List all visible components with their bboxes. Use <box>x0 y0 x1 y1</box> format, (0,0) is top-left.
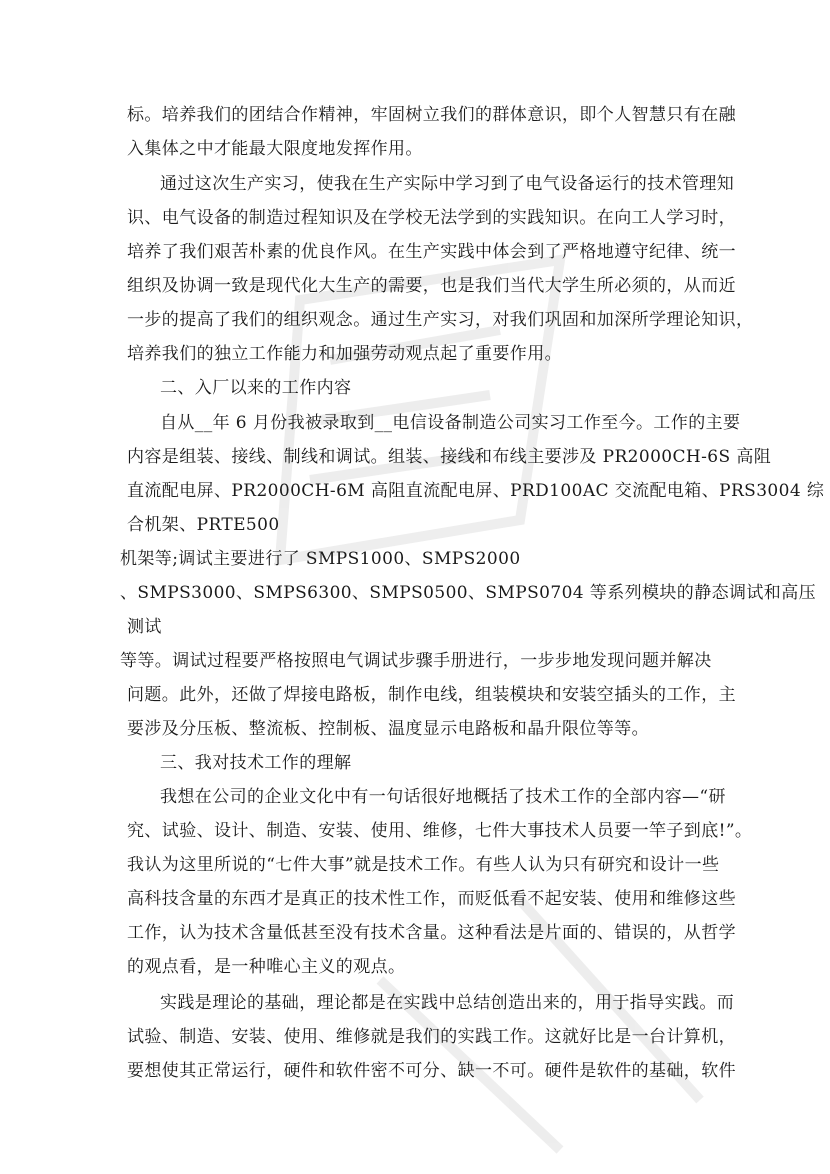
paragraph-line: 培养了我们艰苦朴素的优良作风。在生产实践中体会到了严格地遵守纪律、统一 <box>127 242 736 262</box>
paragraph-line: 高科技含量的东西才是真正的技术性工作，而贬低看不起安装、使用和维修这些 <box>127 889 736 909</box>
paragraph-line: 测试 <box>127 617 162 637</box>
section-heading: 三、我对技术工作的理解 <box>160 753 352 773</box>
paragraph-line: 自从__年 6 月份我被录取到__电信设备制造公司实习工作至今。工作的主要 <box>160 413 741 433</box>
paragraph-line: 内容是组装、接线、制线和调试。组装、接线和布线主要涉及 PR2000CH-6S 高阻 <box>127 447 772 467</box>
paragraph-line: 培养我们的独立工作能力和加强劳动观点起了重要作用。 <box>127 344 562 364</box>
paragraph-line: 一步的提高了我们的组织观念。通过生产实习，对我们巩固和加深所学理论知识， <box>127 310 754 330</box>
section-heading: 二、入厂以来的工作内容 <box>160 378 352 398</box>
paragraph-line: 等等。调试过程要严格按照电气调试步骤手册进行，一步步地发现问题并解决 <box>120 651 712 671</box>
paragraph-line: 工作，认为技术含量低甚至没有技术含量。这种看法是片面的、错误的，从哲学 <box>127 923 736 943</box>
paragraph-line: 标。培养我们的团结合作精神，牢固树立我们的群体意识，即个人智慧只有在融 <box>127 105 736 125</box>
paragraph-line: 究、试验、设计、制造、安装、使用、维修，七件大事技术人员要一竿子到底!”。 <box>127 821 753 841</box>
paragraph-line: 组织及协调一致是现代化大生产的需要，也是我们当代大学生所必须的，从而近 <box>127 276 736 296</box>
paragraph-line: 实践是理论的基础，理论都是在实践中总结创造出来的，用于指导实践。而 <box>160 993 735 1013</box>
paragraph-line: 合机架、PRTE500 <box>127 515 280 535</box>
paragraph-line: 问题。此外，还做了焊接电路板，制作电线，组装模块和安装空插头的工作，主 <box>127 685 736 705</box>
paragraph-line: 机架等;调试主要进行了 SMPS1000、SMPS2000 <box>120 549 521 569</box>
paragraph-line: 试验、制造、安装、使用、维修就是我们的实践工作。这就好比是一台计算机， <box>127 1027 736 1047</box>
paragraph-line: 我认为这里所说的“七件大事”就是技术工作。有些人认为只有研究和设计一些 <box>127 855 720 875</box>
paragraph-line: 我想在公司的企业文化中有一句话很好地概括了技术工作的全部内容—“研 <box>160 787 726 807</box>
paragraph-line: 的观点看，是一种唯心主义的观点。 <box>127 957 406 977</box>
paragraph-line: 入集体之中才能最大限度地发挥作用。 <box>127 139 423 159</box>
paragraph-line: 通过这次生产实习，使我在生产实际中学习到了电气设备运行的技术管理知 <box>160 174 735 194</box>
paragraph-line: 要涉及分压板、整流板、控制板、温度显示电路板和晶升限位等等。 <box>127 719 649 739</box>
paragraph-line: 要想使其正常运行，硬件和软件密不可分、缺一不可。硬件是软件的基础，软件 <box>127 1061 736 1081</box>
paragraph-line: 直流配电屏、PR2000CH-6M 高阻直流配电屏、PRD100AC 交流配电箱、PRS3004 综 <box>127 481 825 501</box>
paragraph-line: 识、电气设备的制造过程知识及在学校无法学到的实践知识。在向工人学习时， <box>127 208 736 228</box>
paragraph-line: 、SMPS3000、SMPS6300、SMPS0500、SMPS0704 等系列模块的静态调试和高压 <box>120 583 817 603</box>
